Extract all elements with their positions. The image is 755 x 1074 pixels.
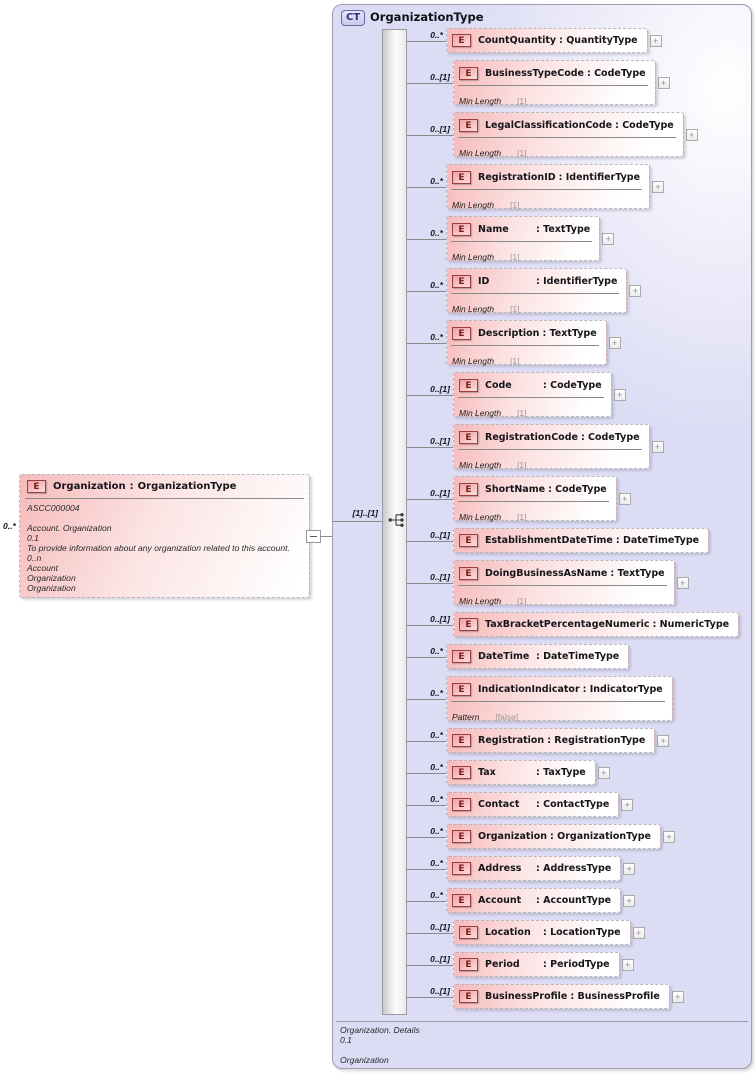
- facet-value: [false]: [495, 712, 519, 722]
- element-icon: E: [459, 958, 478, 971]
- facet-row: [447, 189, 649, 208]
- element-name: Description: [478, 327, 540, 339]
- element-row-RegistrationID: [407, 164, 664, 209]
- element-type: : CodeType: [543, 379, 602, 391]
- expand-icon[interactable]: +: [602, 233, 614, 245]
- element-box[interactable]: [453, 112, 684, 157]
- element-row-Account: [407, 888, 635, 913]
- element-name: Contact: [478, 799, 520, 810]
- connector-line: [407, 773, 446, 774]
- source-annotations: [20, 499, 309, 593]
- element-icon: E: [452, 798, 471, 811]
- element-name: BusinessProfile: [485, 991, 568, 1002]
- element-type: : AccountType: [536, 895, 612, 906]
- element-icon: E: [452, 171, 471, 184]
- collapse-icon[interactable]: [306, 530, 321, 543]
- element-name: Registration: [478, 735, 545, 746]
- container-footer-annotations: [340, 1025, 745, 1065]
- element-name: Account: [478, 895, 522, 906]
- expand-icon[interactable]: +: [598, 767, 610, 779]
- element-type: : IdentifierType: [558, 171, 641, 183]
- element-box[interactable]: [446, 888, 621, 913]
- element-icon: E: [452, 275, 471, 288]
- element-row-Tax: [407, 760, 610, 785]
- source-element-box[interactable]: [19, 474, 310, 598]
- element-type: : LocationType: [543, 927, 621, 938]
- facet-row: [454, 397, 611, 416]
- expand-icon[interactable]: +: [650, 35, 662, 47]
- cardinality-label: 0..[1]: [430, 985, 450, 996]
- connector-line: [407, 997, 453, 998]
- element-icon: E: [452, 683, 471, 696]
- element-name: Location: [485, 927, 531, 938]
- complex-type-container: [332, 4, 752, 1069]
- element-box[interactable]: [453, 60, 656, 105]
- facet-row: [447, 241, 599, 260]
- element-icon: E: [452, 862, 471, 875]
- cardinality-label: 0..*: [430, 729, 443, 740]
- type-separator: :: [129, 481, 134, 492]
- element-type: : IdentifierType: [536, 275, 618, 287]
- facet-value: [1]: [510, 356, 520, 366]
- connector-line: [333, 521, 382, 522]
- element-type: : QuantityType: [559, 35, 638, 46]
- cardinality-label: 0..*: [430, 645, 443, 656]
- expand-icon[interactable]: +: [621, 799, 633, 811]
- element-type: : NumericType: [652, 619, 730, 630]
- element-name: RegistrationCode: [485, 431, 578, 443]
- connector-line: [407, 291, 446, 292]
- element-icon: E: [452, 650, 471, 663]
- element-icon: E: [459, 431, 478, 444]
- cardinality-label: 0..*: [430, 761, 443, 772]
- element-icon: E: [459, 67, 478, 80]
- cardinality-label: 0..[1]: [430, 921, 450, 932]
- facet-label: Min Length: [459, 460, 502, 470]
- element-icon: E: [459, 119, 478, 132]
- annotation-line: Account. Organization: [27, 523, 112, 533]
- sequence-icon: [388, 512, 406, 528]
- element-row-EstablishmentDateTime: [407, 528, 709, 553]
- expand-icon[interactable]: +: [652, 181, 664, 193]
- element-icon: E: [452, 327, 471, 340]
- connector-line: [407, 965, 453, 966]
- connector-line: [407, 805, 446, 806]
- element-box[interactable]: [453, 476, 617, 521]
- element-box[interactable]: [446, 676, 673, 721]
- element-icon: E: [459, 379, 478, 392]
- element-box[interactable]: [453, 984, 670, 1009]
- element-row-RegistrationCode: [407, 424, 664, 469]
- source-cardinality-label: 0..*: [3, 521, 16, 531]
- facet-value: [1]: [517, 408, 527, 418]
- element-box[interactable]: [446, 164, 650, 209]
- facet-label: Min Length: [459, 408, 502, 418]
- element-row-DoingBusinessAsName: [407, 560, 689, 605]
- connector-line: [407, 395, 453, 396]
- annotation-line: Organization. Details: [340, 1025, 420, 1035]
- facet-label: Min Length: [459, 148, 502, 158]
- element-name: Address: [478, 863, 522, 874]
- element-icon: E: [459, 567, 478, 580]
- expand-icon[interactable]: +: [677, 577, 689, 589]
- cardinality-label: 0..*: [430, 793, 443, 804]
- element-row-IndicationIndicator: [407, 676, 673, 721]
- element-row-BusinessTypeCode: [407, 60, 670, 105]
- expand-icon[interactable]: +: [609, 337, 621, 349]
- connector-line: [407, 187, 446, 188]
- element-name: LegalClassificationCode: [485, 119, 613, 131]
- cardinality-label: 0..*: [430, 857, 443, 868]
- element-row-Name: [407, 216, 614, 261]
- element-name: DoingBusinessAsName: [485, 567, 608, 579]
- cardinality-label: 0..*: [430, 279, 443, 290]
- connector-line: [407, 135, 453, 136]
- element-rows: [407, 5, 753, 1021]
- facet-value: [1]: [517, 596, 527, 606]
- facet-value: [1]: [517, 148, 527, 158]
- element-icon: E: [459, 534, 478, 547]
- element-type: : CodeType: [548, 483, 607, 495]
- facet-value: [1]: [510, 200, 520, 210]
- element-row-Address: [407, 856, 635, 881]
- connector-line: [407, 901, 446, 902]
- cardinality-label: 0..[1]: [430, 953, 450, 964]
- expand-icon[interactable]: +: [623, 863, 635, 875]
- expand-icon[interactable]: +: [629, 285, 641, 297]
- facet-label: Min Length: [459, 96, 502, 106]
- element-name: BusinessTypeCode: [485, 67, 584, 79]
- element-box[interactable]: [446, 216, 600, 261]
- connector-line: [407, 541, 453, 542]
- cardinality-label: 0..*: [430, 227, 443, 238]
- facet-label: Min Length: [459, 596, 502, 606]
- facet-row: [454, 501, 616, 520]
- facet-label: Pattern: [452, 712, 480, 722]
- connector-line: [407, 741, 446, 742]
- element-box[interactable]: [446, 268, 627, 313]
- element-name: Period: [485, 959, 520, 970]
- facet-label: Min Length: [459, 512, 502, 522]
- element-box[interactable]: [446, 760, 596, 785]
- connector-line: [407, 933, 453, 934]
- cardinality-label: 0..[1]: [430, 435, 450, 446]
- element-icon: E: [452, 830, 471, 843]
- annotation-line: 0..n: [27, 553, 42, 563]
- expand-icon[interactable]: +: [672, 991, 684, 1003]
- element-type: : TaxType: [536, 767, 586, 778]
- complex-type-badge: CT: [341, 10, 365, 26]
- connector-line: [407, 699, 446, 700]
- source-element-name: Organization: [53, 481, 126, 492]
- cardinality-label: 0..*: [430, 687, 443, 698]
- element-icon: E: [452, 894, 471, 907]
- element-row-ID: [407, 268, 641, 313]
- facet-value: [1]: [510, 304, 520, 314]
- element-row-ShortName: [407, 476, 631, 521]
- facet-label: Min Length: [452, 252, 495, 262]
- source-element-title: [20, 475, 309, 496]
- expand-icon[interactable]: +: [652, 441, 664, 453]
- annotation-line: Organization: [27, 583, 76, 593]
- annotation-line: 0.1: [340, 1035, 352, 1045]
- facet-row: [454, 137, 683, 156]
- connector-line: [407, 41, 446, 42]
- element-type: : RegistrationType: [547, 735, 646, 746]
- element-row-LegalClassificationCode: [407, 112, 698, 157]
- element-icon: E: [459, 990, 478, 1003]
- connector-line: [321, 536, 332, 537]
- element-type: : IndicatorType: [582, 683, 663, 695]
- complex-type-title: OrganizationType: [370, 10, 484, 24]
- element-type: : AddressType: [536, 863, 612, 874]
- connector-line: [407, 837, 446, 838]
- facet-row: [447, 701, 672, 720]
- expand-icon[interactable]: +: [658, 77, 670, 89]
- element-row-Code: [407, 372, 626, 417]
- element-icon: E: [452, 223, 471, 236]
- element-name: Code: [485, 379, 512, 391]
- divider: [336, 1021, 748, 1022]
- source-element-type: OrganizationType: [137, 481, 237, 492]
- element-type: : CodeType: [586, 67, 646, 79]
- facet-label: Min Length: [452, 200, 495, 210]
- element-box[interactable]: [453, 424, 650, 469]
- element-type: : TextType: [542, 327, 597, 339]
- cardinality-label: 0..*: [430, 889, 443, 900]
- connector-line: [407, 343, 446, 344]
- connector-line: [407, 869, 446, 870]
- annotation-line: ASCC000004: [27, 503, 80, 513]
- cardinality-label: 0..[1]: [430, 123, 450, 134]
- element-box[interactable]: [446, 644, 629, 669]
- element-name: Tax: [478, 767, 496, 778]
- annotation-line: [27, 513, 309, 523]
- annotation-line: 0.1: [27, 533, 39, 543]
- connector-line: [407, 447, 453, 448]
- group-cardinality-label: [1]..[1]: [352, 508, 378, 518]
- cardinality-label: 0..[1]: [430, 487, 450, 498]
- element-name: TaxBracketPercentageNumeric: [485, 619, 650, 630]
- element-name: ID: [478, 275, 490, 287]
- connector-line: [407, 625, 453, 626]
- element-row-Location: [407, 920, 645, 945]
- element-box[interactable]: [453, 372, 612, 417]
- element-name: CountQuantity: [478, 35, 557, 46]
- element-row-TaxBracketPercentageNumeric: [407, 612, 739, 637]
- facet-label: Min Length: [452, 304, 495, 314]
- element-row-Period: [407, 952, 634, 977]
- element-icon: E: [452, 766, 471, 779]
- expand-icon[interactable]: +: [663, 831, 675, 843]
- element-box[interactable]: [453, 612, 739, 637]
- facet-label: Min Length: [452, 356, 495, 366]
- element-box[interactable]: [453, 920, 631, 945]
- element-row-Description: [407, 320, 621, 365]
- element-name: RegistrationID: [478, 171, 556, 183]
- cardinality-label: 0..*: [430, 29, 443, 40]
- element-name: DateTime: [478, 651, 530, 662]
- element-box[interactable]: [453, 528, 709, 553]
- annotation-line: [340, 1045, 745, 1055]
- element-type: : PeriodType: [543, 959, 610, 970]
- annotation-line: Account: [27, 563, 59, 573]
- facet-value: [1]: [517, 512, 527, 522]
- connector-line: [407, 239, 446, 240]
- cardinality-label: 0..*: [430, 331, 443, 342]
- element-box[interactable]: [446, 856, 621, 881]
- facet-row: [454, 449, 649, 468]
- element-name: ShortName: [485, 483, 546, 495]
- element-box[interactable]: [446, 792, 619, 817]
- element-row-DateTime: [407, 644, 629, 669]
- cardinality-label: 0..[1]: [430, 383, 450, 394]
- element-icon: E: [452, 34, 471, 47]
- element-name: Name: [478, 223, 509, 235]
- cardinality-label: 0..[1]: [430, 613, 450, 624]
- element-type: : TextType: [536, 223, 591, 235]
- connector-line: [407, 499, 453, 500]
- element-row-Registration: [407, 728, 669, 753]
- facet-row: [447, 345, 606, 364]
- annotation-line: Organization: [340, 1055, 389, 1065]
- expand-icon[interactable]: +: [622, 959, 634, 971]
- element-icon: E: [459, 926, 478, 939]
- facet-value: [1]: [517, 96, 527, 106]
- element-type: : DateTimeType: [536, 651, 620, 662]
- element-type: : TextType: [610, 567, 665, 579]
- element-type: : ContactType: [536, 799, 610, 810]
- element-row-Contact: [407, 792, 633, 817]
- cardinality-label: 0..[1]: [430, 529, 450, 540]
- expand-icon[interactable]: +: [657, 735, 669, 747]
- element-icon: E: [459, 618, 478, 631]
- element-icon: E: [459, 483, 478, 496]
- cardinality-label: 0..*: [430, 825, 443, 836]
- expand-icon[interactable]: +: [614, 389, 626, 401]
- expand-icon[interactable]: +: [619, 493, 631, 505]
- facet-value: [1]: [510, 252, 520, 262]
- element-icon: E: [27, 480, 46, 493]
- element-name: IndicationIndicator: [478, 683, 580, 695]
- facet-row: [447, 293, 626, 312]
- element-type: : DateTimeType: [615, 535, 700, 546]
- annotation-line: Organization: [27, 573, 76, 583]
- element-box[interactable]: [453, 952, 620, 977]
- cardinality-label: 0..[1]: [430, 571, 450, 582]
- expand-icon[interactable]: +: [686, 129, 698, 141]
- element-row-CountQuantity: [407, 28, 662, 53]
- element-type: : CodeType: [615, 119, 674, 131]
- element-type: : CodeType: [580, 431, 640, 443]
- element-type: : OrganizationType: [550, 831, 651, 842]
- element-row-BusinessProfile: [407, 984, 684, 1009]
- element-name: Organization: [478, 831, 548, 842]
- connector-line: [407, 583, 453, 584]
- element-box[interactable]: [446, 320, 607, 365]
- expand-icon[interactable]: +: [623, 895, 635, 907]
- element-box[interactable]: [446, 824, 661, 849]
- element-name: EstablishmentDateTime: [485, 535, 613, 546]
- facet-row: [454, 85, 655, 104]
- element-box[interactable]: [453, 560, 675, 605]
- connector-line: [407, 657, 446, 658]
- element-type: : BusinessProfile: [570, 991, 660, 1002]
- element-row-Organization: [407, 824, 675, 849]
- connector-line: [407, 83, 453, 84]
- facet-row: [454, 585, 674, 604]
- cardinality-label: 0..*: [430, 175, 443, 186]
- cardinality-label: 0..[1]: [430, 71, 450, 82]
- expand-icon[interactable]: +: [633, 927, 645, 939]
- element-box[interactable]: [446, 728, 655, 753]
- facet-value: [1]: [517, 460, 527, 470]
- element-box[interactable]: [446, 28, 648, 53]
- element-icon: E: [452, 734, 471, 747]
- annotation-line: To provide information about any organization related to this account.: [27, 543, 290, 553]
